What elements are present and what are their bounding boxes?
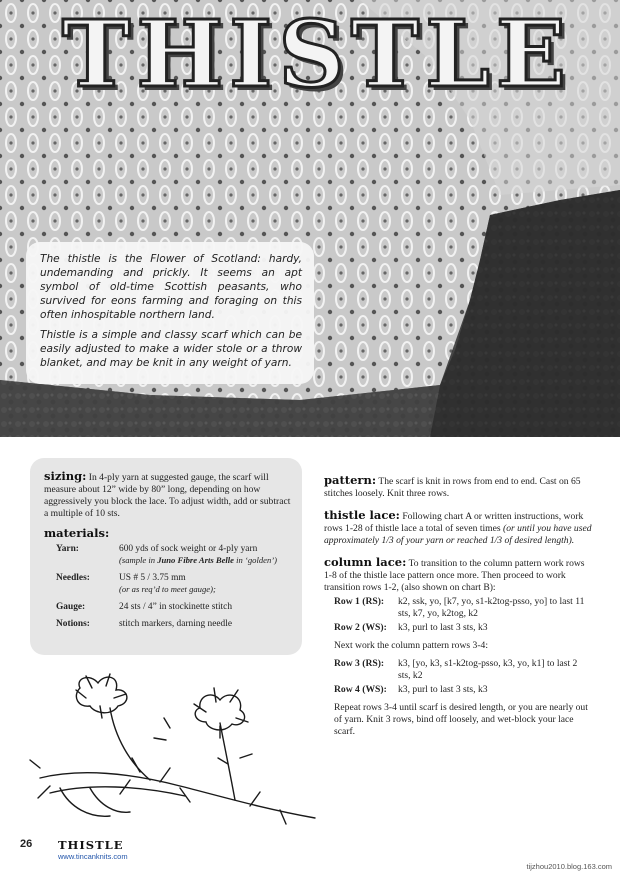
row-4: Row 4 (WS): k3, purl to last 3 sts, k3 — [334, 684, 488, 695]
row-1: Row 1 (RS): k2, ssk, yo, [k7, yo, s1-k2tog-psso, yo] to last 11 sts, k7, yo, k2tog, k2 — [334, 596, 585, 619]
instructions-column — [324, 474, 592, 747]
watermark: tijzhou2010.blog.163.com — [526, 862, 612, 871]
notions-value: stitch markers, darning needle — [119, 619, 232, 629]
materials-row-needles — [44, 573, 292, 602]
pattern-heading: pattern: — [324, 473, 377, 487]
sizing-text: In 4-ply yarn at suggested gauge, the scarf will measure about 12” wide by 80” long, depending on how aggressively you block the lace. To adjust width, add or subtract a multiple of 10 sts. — [44, 472, 291, 519]
next-rows-text: Next work the column pattern rows 3-4: — [334, 640, 488, 651]
needles-label: Needles: — [56, 573, 90, 583]
intro-paragraph-1: The thistle is the Flower of Scotland: hardy, undemanding and prickly. It seems an apt symbol of old-time Scottish peasants, who survived for eons farming and foraging on this often inhospitable northern land. — [40, 253, 302, 321]
needles-value: US # 5 / 3.75 mm (or as req’d to meet gauge); — [119, 573, 216, 594]
notions-label: Notions: — [56, 619, 90, 629]
materials-row-yarn — [44, 544, 292, 573]
materials-heading: materials: — [44, 526, 110, 540]
thistle-illustration — [20, 668, 320, 838]
yarn-note: (sample in Juno Fibre Arts Belle in ‘golden’) — [119, 555, 277, 565]
page-title: THISTLE — [61, 0, 573, 108]
materials-table — [44, 544, 292, 636]
yarn-label: Yarn: — [56, 544, 79, 554]
pattern-section — [324, 474, 592, 500]
yarn-value: 600 yds of sock weight or 4-ply yarn (sample in Juno Fibre Arts Belle in ‘golden’) — [119, 544, 277, 565]
sizing-section — [44, 470, 292, 520]
column-lace-section — [324, 556, 592, 738]
gauge-label: Gauge: — [56, 602, 86, 612]
final-instructions: Repeat rows 3-4 until scarf is desired length, or you are nearly out of yarn. Knit 3 rows, bind off loosely, and wet-block your lace scarf. — [334, 702, 588, 737]
row-3: Row 3 (RS): k3, [yo, k3, s1-k2tog-psso, k3, yo, k1] to last 2 sts, k2 — [334, 658, 578, 681]
thistle-lace-heading: thistle lace: — [324, 508, 400, 522]
thistle-lace-note: (or until you have used approximately 1/3 of your yarn or reached 1/3 of desired length). — [324, 523, 592, 546]
materials-row-gauge — [44, 602, 292, 619]
column-lace-text: To transition to the column pattern work rows 1-8 of the thistle lace pattern once more. Then proceed to work transition rows 1-2, (also shown on chart B): — [324, 558, 585, 593]
sizing-heading: sizing: — [44, 469, 87, 483]
intro-paragraph-2: Thistle is a simple and classy scarf which can be easily adjusted to make a wider stole or a throw blanket, and may be knit in any weight of yarn. — [40, 329, 302, 369]
materials-row-notions — [44, 619, 292, 636]
thistle-lace-section — [324, 509, 592, 547]
page-number: 26 — [20, 838, 33, 850]
thistle-lace-text: Following chart A or written instructions, work rows 1-28 of thistle lace a total of seven times — [324, 511, 584, 534]
footer-url[interactable]: www.tincanknits.com — [58, 852, 128, 861]
column-lace-heading: column lace: — [324, 555, 407, 569]
pattern-text: The scarf is knit in rows from end to end. Cast on 65 stitches loosely. Knit three rows. — [324, 476, 581, 499]
row-2: Row 2 (WS): k3, purl to last 3 sts, k3 — [334, 622, 488, 633]
footer-title: THISTLE — [58, 838, 124, 852]
gauge-value: 24 sts / 4” in stockinette stitch — [119, 602, 233, 612]
specs-box — [30, 458, 302, 655]
intro-box — [26, 242, 314, 384]
needles-note: (or as req’d to meet gauge); — [119, 584, 216, 594]
